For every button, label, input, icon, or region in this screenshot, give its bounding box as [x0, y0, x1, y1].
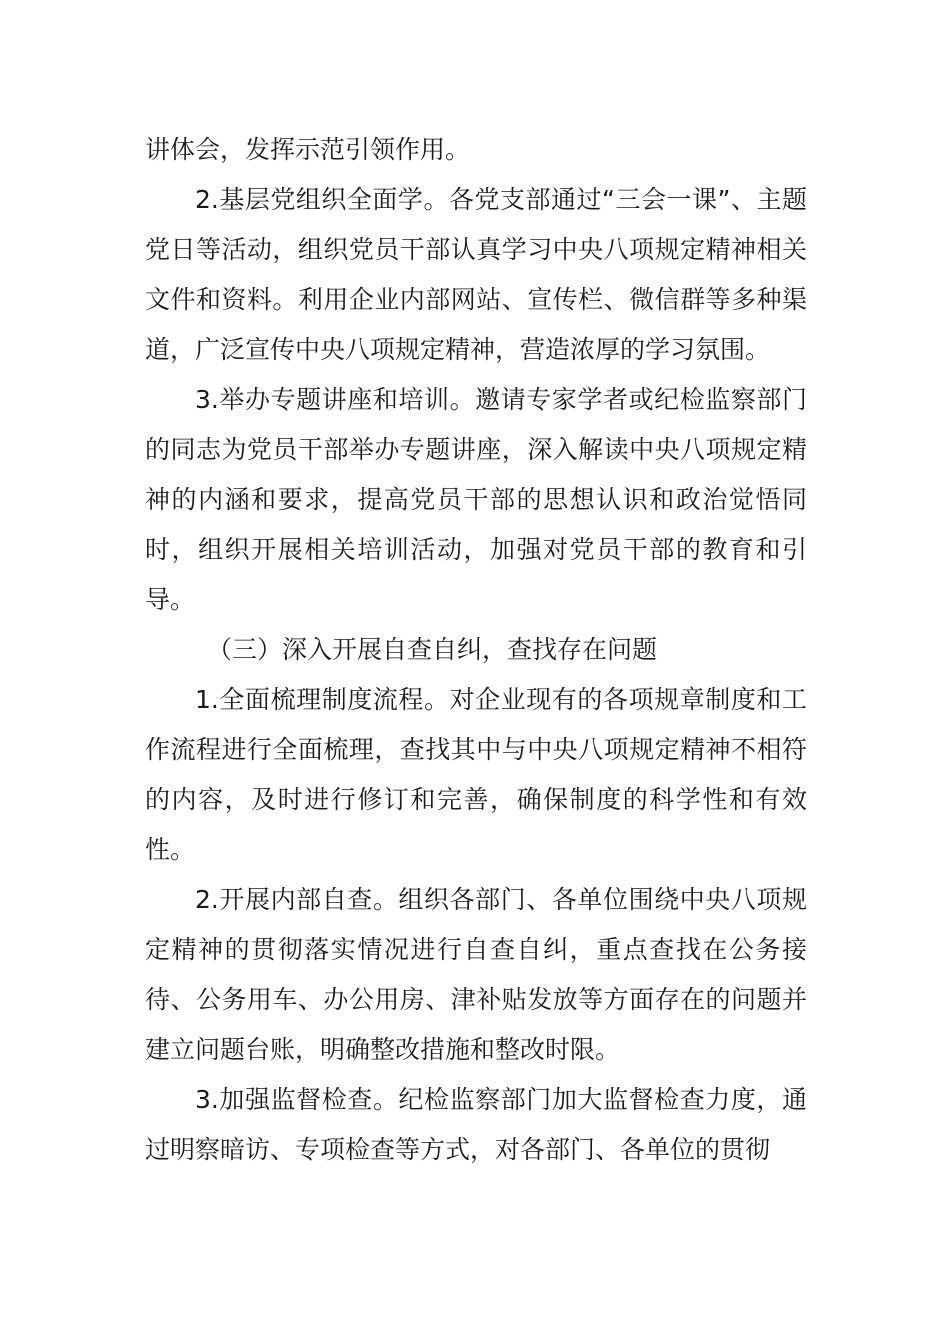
paragraph-item-2-internal-inspection: 2.开展内部自查。组织各部门、各单位围绕中央八项规定精神的贯彻落实情况进行自查自纠，重点查找在公务接待、公务用车、办公用房、津补贴发放等方面存在的问题并建立问题台账，明确整改措施和整改时限。 — [145, 885, 807, 1064]
document-body — [145, 125, 807, 1175]
section-heading-self-inspection: （三）深入开展自查自纠，查找存在问题 — [207, 635, 658, 664]
paragraph-item-2-grassroots-study: 2.基层党组织全面学。各党支部通过“三会一课”、主题党日等活动，组织党员干部认真学习中央八项规定精神相关文件和资料。利用企业内部网站、宣传栏、微信群等多种渠道，广泛宣传中央八项规定精神，营造浓厚的学习氛围。 — [145, 185, 807, 364]
paragraph-continuation: 讲体会，发挥示范引领作用。 — [145, 135, 471, 164]
paragraph-item-1-review-rules: 1.全面梳理制度流程。对企业现有的各项规章制度和工作流程进行全面梳理，查找其中与中央八项规定精神不相符的内容，及时进行修订和完善，确保制度的科学性和有效性。 — [145, 685, 807, 864]
paragraph-item-3-lectures-training: 3.举办专题讲座和培训。邀请专家学者或纪检监察部门的同志为党员干部举办专题讲座，深入解读中央八项规定精神的内涵和要求，提高党员干部的思想认识和政治觉悟同时，组织开展相关培训活动，加强对党员干部的教育和引导。 — [145, 385, 807, 614]
paragraph-item-3-supervision: 3.加强监督检查。纪检监察部门加大监督检查力度，通过明察暗访、专项检查等方式，对各部门、各单位的贯彻 — [145, 1085, 807, 1164]
